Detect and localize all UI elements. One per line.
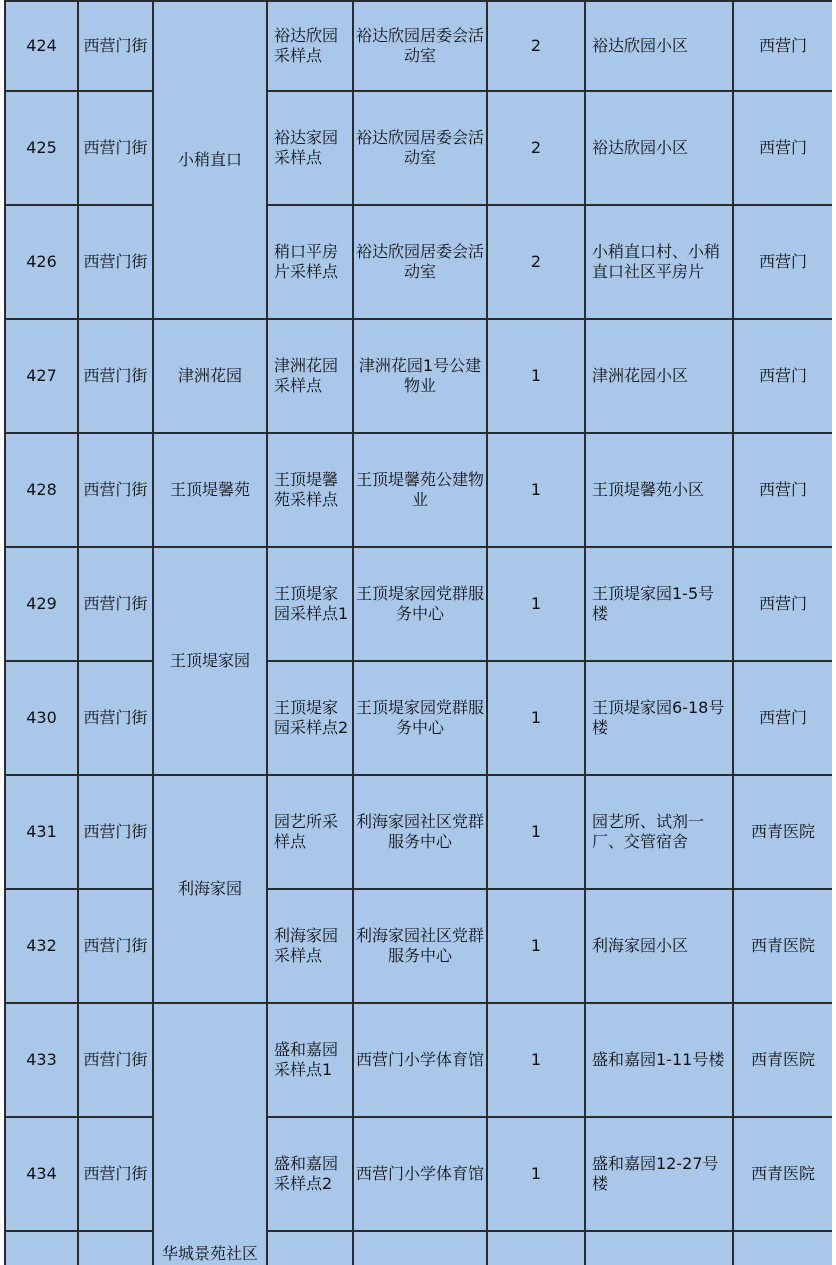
community-cell: 王顶堤馨苑 [153, 433, 267, 547]
site-cell: 裕达家园采样点 [267, 91, 353, 205]
site-cell: 稍口平房片采样点 [267, 205, 353, 319]
place-cell: 西营门小学体育馆 [353, 1003, 487, 1117]
count-cell: 1 [487, 1003, 585, 1117]
site-cell: 利海家园采样点 [267, 889, 353, 1003]
row-number: 432 [5, 889, 78, 1003]
count-cell: 1 [487, 319, 585, 433]
street-cell: 西营门街 [78, 889, 153, 1003]
area-cell: 裕达欣园小区 [585, 1, 733, 91]
table-row [5, 547, 832, 661]
count-cell: 2 [487, 1, 585, 91]
hospital-cell: 西青医院 [733, 1003, 832, 1117]
table-row [5, 205, 832, 319]
empty-cell [733, 1231, 832, 1265]
row-number: 429 [5, 547, 78, 661]
table-row [5, 1003, 832, 1117]
table-row [5, 433, 832, 547]
empty-cell [5, 1231, 78, 1265]
site-cell: 盛和嘉园采样点2 [267, 1117, 353, 1231]
table-row [5, 889, 832, 1003]
hospital-cell: 西营门 [733, 91, 832, 205]
count-cell: 1 [487, 547, 585, 661]
sampling-site-table [4, 0, 832, 1265]
count-cell: 1 [487, 661, 585, 775]
street-cell: 西营门街 [78, 1, 153, 91]
count-cell: 1 [487, 775, 585, 889]
hospital-cell: 西营门 [733, 547, 832, 661]
row-number: 425 [5, 91, 78, 205]
hospital-cell: 西青医院 [733, 889, 832, 1003]
table-row [5, 775, 832, 889]
area-cell: 王顶堤家园6-18号楼 [585, 661, 733, 775]
place-cell: 裕达欣园居委会活动室 [353, 1, 487, 91]
hospital-cell: 西青医院 [733, 775, 832, 889]
community-cell: 津洲花园 [153, 319, 267, 433]
street-cell: 西营门街 [78, 319, 153, 433]
empty-cell [585, 1231, 733, 1265]
row-number: 426 [5, 205, 78, 319]
count-cell: 1 [487, 1117, 585, 1231]
row-number: 427 [5, 319, 78, 433]
count-cell: 2 [487, 91, 585, 205]
table-row [5, 91, 832, 205]
site-cell: 裕达欣园采样点 [267, 1, 353, 91]
table-sheet [4, 0, 832, 1265]
row-number: 430 [5, 661, 78, 775]
area-cell: 利海家园小区 [585, 889, 733, 1003]
hospital-cell: 西营门 [733, 661, 832, 775]
place-cell: 利海家园社区党群服务中心 [353, 889, 487, 1003]
area-cell: 小稍直口村、小稍直口社区平房片 [585, 205, 733, 319]
empty-cell [78, 1231, 153, 1265]
area-cell: 盛和嘉园12-27号楼 [585, 1117, 733, 1231]
hospital-cell: 西营门 [733, 1, 832, 91]
community-cell: 小稍直口 [153, 1, 267, 319]
place-cell: 利海家园社区党群服务中心 [353, 775, 487, 889]
street-cell: 西营门街 [78, 91, 153, 205]
table-row [5, 1117, 832, 1231]
empty-cell [353, 1231, 487, 1265]
hospital-cell: 西营门 [733, 433, 832, 547]
row-number: 424 [5, 1, 78, 91]
community-cell: 华城景苑社区 [153, 1003, 267, 1265]
hospital-cell: 西营门 [733, 319, 832, 433]
community-cell: 利海家园 [153, 775, 267, 1003]
street-cell: 西营门街 [78, 205, 153, 319]
site-cell: 王顶堤馨苑采样点 [267, 433, 353, 547]
row-number: 434 [5, 1117, 78, 1231]
site-cell: 园艺所采样点 [267, 775, 353, 889]
site-cell: 王顶堤家园采样点2 [267, 661, 353, 775]
area-cell: 王顶堤馨苑小区 [585, 433, 733, 547]
place-cell: 津洲花园1号公建物业 [353, 319, 487, 433]
hospital-cell: 西青医院 [733, 1117, 832, 1231]
street-cell: 西营门街 [78, 547, 153, 661]
table-row [5, 1, 832, 91]
place-cell: 西营门小学体育馆 [353, 1117, 487, 1231]
table-row-partial [5, 1231, 832, 1265]
street-cell: 西营门街 [78, 433, 153, 547]
street-cell: 西营门街 [78, 661, 153, 775]
place-cell: 王顶堤馨苑公建物业 [353, 433, 487, 547]
row-number: 428 [5, 433, 78, 547]
empty-cell [267, 1231, 353, 1265]
count-cell: 1 [487, 433, 585, 547]
site-cell: 盛和嘉园采样点1 [267, 1003, 353, 1117]
area-cell: 园艺所、试剂一厂、交管宿舍 [585, 775, 733, 889]
hospital-cell: 西营门 [733, 205, 832, 319]
count-cell: 1 [487, 889, 585, 1003]
area-cell: 津洲花园小区 [585, 319, 733, 433]
area-cell: 盛和嘉园1-11号楼 [585, 1003, 733, 1117]
place-cell: 裕达欣园居委会活动室 [353, 91, 487, 205]
table-row [5, 661, 832, 775]
street-cell: 西营门街 [78, 1003, 153, 1117]
count-cell: 2 [487, 205, 585, 319]
community-cell: 王顶堤家园 [153, 547, 267, 775]
place-cell: 王顶堤家园党群服务中心 [353, 547, 487, 661]
row-number: 431 [5, 775, 78, 889]
place-cell: 王顶堤家园党群服务中心 [353, 661, 487, 775]
empty-cell [487, 1231, 585, 1265]
site-cell: 王顶堤家园采样点1 [267, 547, 353, 661]
street-cell: 西营门街 [78, 1117, 153, 1231]
table-row [5, 319, 832, 433]
area-cell: 王顶堤家园1-5号楼 [585, 547, 733, 661]
row-number: 433 [5, 1003, 78, 1117]
place-cell: 裕达欣园居委会活动室 [353, 205, 487, 319]
site-cell: 津洲花园采样点 [267, 319, 353, 433]
street-cell: 西营门街 [78, 775, 153, 889]
area-cell: 裕达欣园小区 [585, 91, 733, 205]
